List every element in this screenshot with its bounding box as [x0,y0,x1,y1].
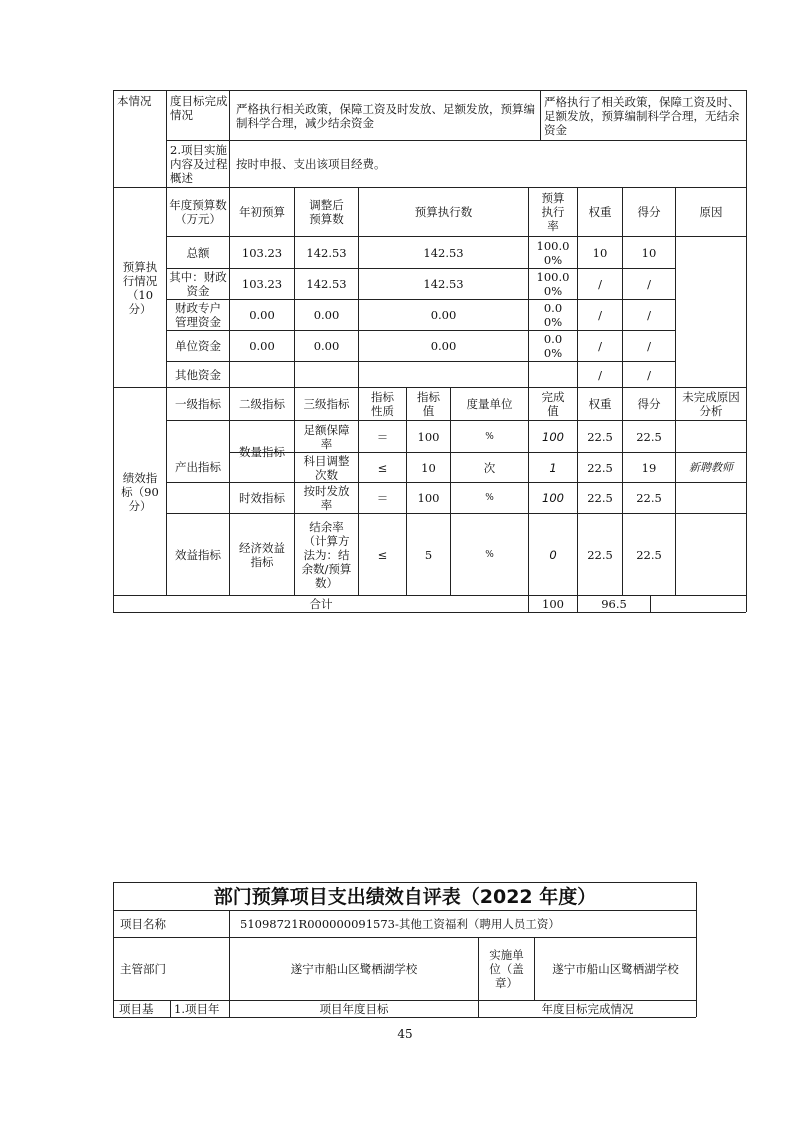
perf-header-level1: 一级指标 [175,397,221,411]
perf-row-score: 22.5 [636,429,662,444]
project-name-label: 项目名称 [120,917,166,931]
budget-row-executed [359,362,528,387]
perf-level2-quantity: 数量指标 [239,444,285,459]
perf-row-done: 100 [542,429,564,444]
perf-header-weight: 权重 [588,397,612,411]
budget-row-rate: 0.00% [543,301,563,329]
perf-row-unit: 次 [483,460,496,475]
budget-row-adjusted: 0.00 [313,339,340,353]
perf-row-unit: % [485,549,494,560]
impl-unit-value: 遂宁市船山区鹭栖湖学校 [552,962,679,976]
annual-goal-done-header: 年度目标完成情况 [541,1002,634,1016]
budget-row-weight: / [598,367,602,382]
perf-level2-time: 时效指标 [239,491,285,505]
budget-row-weight: / [598,339,602,353]
perf-row-level3: 按时发放率 [303,484,350,512]
perf-row-done: 1 [549,460,557,475]
budget-header-score: 得分 [637,205,661,219]
impl-label: 2.项目实施内容及过程概述 [170,143,228,185]
budget-row-label: 单位资金 [175,339,221,353]
budget-row-score: / [647,367,651,382]
perf-row-unit: % [485,431,494,442]
budget-header-weight: 权重 [588,205,612,219]
perf-header-level2: 二级指标 [239,397,285,411]
perf-row-reason [676,483,746,513]
budget-row-score: / [647,308,651,322]
table-title: 部门预算项目支出绩效自评表（2022 年度） [213,885,597,908]
budget-row-executed: 142.53 [423,277,464,291]
project-year-label: 1.项目年 [174,1002,220,1016]
perf-row-weight: 22.5 [587,429,613,444]
budget-row-label: 总额 [186,245,210,260]
perf-header-reason: 未完成原因分析 [682,390,740,418]
perf-level1-output: 产出指标 [175,460,221,474]
perf-row-done: 0 [549,547,557,562]
budget-header-rate: 预算执行率 [541,191,565,233]
budget-row-weight: / [598,277,602,291]
impl-unit-label: 实施单位（盖章） [489,948,524,990]
goal-completion-label: 度目标完成情况 [170,94,228,122]
perf-row-value: 100 [417,429,440,444]
perf-row-value: 5 [424,547,433,562]
dept-value: 遂宁市船山区鹭栖湖学校 [290,962,418,976]
budget-row-executed: 0.00 [430,308,457,322]
perf-row-unit: % [485,493,494,503]
perf-row-level3: 科目调整次数 [303,453,350,482]
budget-header-initial: 年初预算 [239,205,285,219]
perf-row-nature: ＝ [376,491,389,505]
page-number: 45 [397,1027,413,1041]
budget-header-adjusted: 调整后预算数 [309,198,344,226]
perf-row-done: 100 [542,491,564,505]
budget-row-label: 其他资金 [175,367,221,382]
perf-row-weight: 22.5 [587,460,613,475]
perf-row-nature: ≤ [377,547,388,562]
project-name-value: 51098721R000000091573-其他工资福利（聘用人员工资） [240,917,560,931]
budget-row-adjusted: 142.53 [306,277,347,291]
perf-row-value: 10 [421,460,436,475]
perf-row-level3: 足额保障率 [303,422,350,451]
budget-row-score: / [647,339,651,353]
perf-row-level3: 结余率（计算方法为：结余数/预算数） [301,519,352,590]
perf-row-reason [676,514,746,595]
budget-row-adjusted: 0.00 [313,308,340,322]
budget-row-label: 财政专户管理资金 [175,301,221,329]
budget-row-initial [230,362,294,387]
budget-row-rate [529,362,577,387]
perf-header-unit: 度量单位 [466,397,513,411]
goal-completion-text: 严格执行了相关政策，保障工资及时、足额发放，预算编制科学合理，无结余资金 [544,94,740,137]
impl-text: 按时申报、支出该项目经费。 [236,157,386,171]
perf-row-weight: 22.5 [587,491,613,505]
budget-row-executed: 0.00 [430,339,457,353]
budget-row-initial: 0.00 [249,339,275,353]
perf-row-score: 19 [641,460,657,475]
perf-header-nature: 指标性质 [371,390,394,418]
perf-section-label: 绩效指标（90分） [121,470,159,513]
budget-section-label: 预算执行情况（10分） [122,259,158,316]
budget-row-executed: 142.53 [423,245,464,260]
perf-row-value: 100 [417,491,440,505]
perf-row-nature: ＝ [376,429,389,444]
budget-row-label: 其中：财政资金 [169,270,227,298]
budget-row-weight: 10 [592,245,608,260]
perf-row-weight: 22.5 [587,547,613,562]
perf-header-done: 完成值 [541,390,565,418]
perf-row-reason [676,421,746,452]
perf-header-level3: 三级指标 [303,397,350,411]
perf-level2-econ: 经济效益指标 [239,540,285,569]
budget-row-score: / [647,277,651,291]
budget-row-adjusted: 142.53 [306,245,347,260]
perf-row-score: 22.5 [636,547,662,562]
perf-row-reason: 新聘教师 [689,460,733,474]
budget-row-score: 10 [641,245,657,260]
budget-row-rate: 100.00% [536,238,570,267]
section-basic-label: 本情况 [117,94,152,108]
annual-goal-text: 严格执行相关政策，保障工资及时发放、足额发放，预算编制科学合理，减少结余资金 [236,101,535,130]
annual-goal-header: 项目年度目标 [319,1002,389,1016]
dept-label: 主管部门 [120,962,166,976]
total-score: 96.5 [601,597,627,611]
budget-header-executed: 预算执行数 [414,205,473,219]
perf-header-value: 指标值 [417,390,440,418]
project-basic-label: 项目基 [119,1002,154,1016]
budget-row-initial: 103.23 [241,277,283,291]
perf-row-score: 22.5 [636,491,662,505]
budget-row-initial: 0.00 [249,308,275,322]
budget-row-adjusted [295,362,358,387]
budget-header-reason: 原因 [699,205,723,219]
budget-row-weight: / [598,308,602,322]
total-weight: 100 [542,597,564,611]
budget-row-rate: 0.00% [543,332,563,360]
perf-header-score: 得分 [637,397,661,411]
total-label: 合计 [309,597,333,611]
perf-row-nature: ≤ [377,460,388,475]
budget-row-rate: 100.00% [536,270,570,298]
budget-row-initial: 103.23 [241,245,283,260]
budget-header-year: 年度预算数（万元） [169,198,227,226]
perf-level1-benefit: 效益指标 [175,547,221,562]
